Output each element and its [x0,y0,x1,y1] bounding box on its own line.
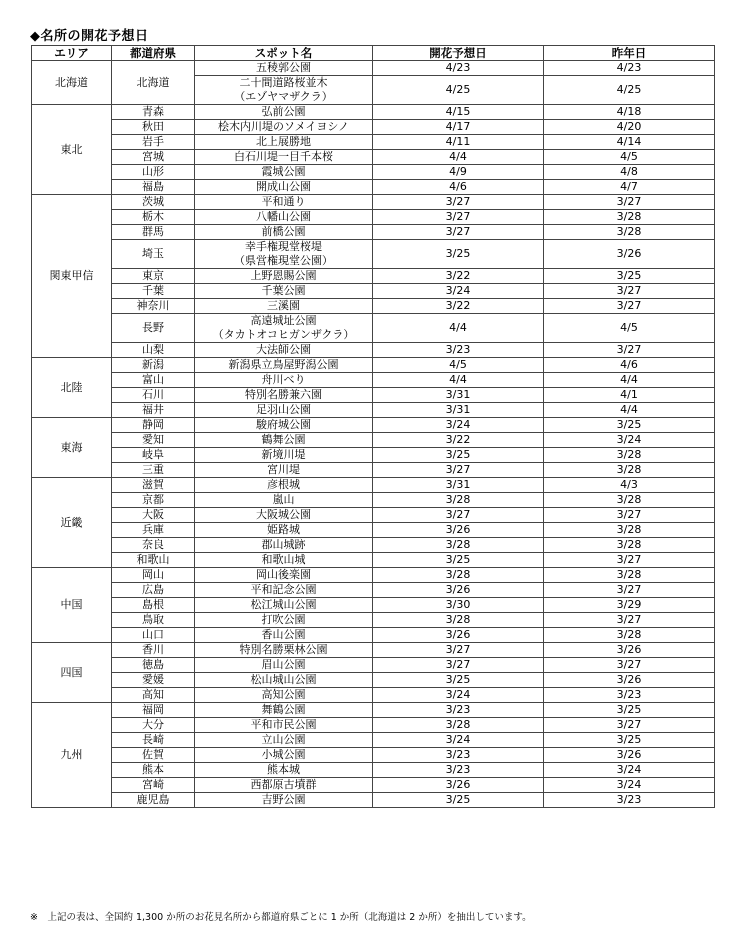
forecast-date-cell: 3/27 [373,658,544,673]
forecast-date-cell: 3/24 [373,418,544,433]
forecast-date-cell: 3/27 [373,195,544,210]
forecast-date-cell: 3/31 [373,388,544,403]
forecast-date-cell: 3/23 [373,763,544,778]
last-year-date-cell: 3/27 [544,284,715,299]
prefecture-cell: 高知 [112,688,195,703]
last-year-date-cell: 4/7 [544,180,715,195]
last-year-date-cell: 3/27 [544,195,715,210]
table-row [32,388,715,403]
spot-cell: 高遠城址公園 （タカトオコヒガンザクラ） [195,314,373,343]
prefecture-cell: 岩手 [112,135,195,150]
table-row [32,448,715,463]
spot-cell: 郡山城跡 [195,538,373,553]
spot-cell: 岡山後楽園 [195,568,373,583]
table-row [32,643,715,658]
last-year-date-cell: 3/23 [544,793,715,808]
spot-cell: 大阪城公園 [195,508,373,523]
prefecture-cell: 広島 [112,583,195,598]
last-year-date-cell: 4/18 [544,105,715,120]
prefecture-cell: 島根 [112,598,195,613]
prefecture-cell: 奈良 [112,538,195,553]
last-year-date-cell: 3/27 [544,553,715,568]
spot-cell: 足羽山公園 [195,403,373,418]
prefecture-cell: 兵庫 [112,523,195,538]
spot-cell: 舟川べり [195,373,373,388]
spot-cell: 眉山公園 [195,658,373,673]
forecast-date-cell: 3/30 [373,598,544,613]
prefecture-cell: 愛知 [112,433,195,448]
table-row [32,703,715,718]
table-row [32,240,715,269]
table-row [32,523,715,538]
forecast-date-cell: 3/27 [373,225,544,240]
prefecture-cell: 長野 [112,314,195,343]
prefecture-cell: 山口 [112,628,195,643]
spot-cell: 宮川堤 [195,463,373,478]
table-row [32,478,715,493]
table-row [32,778,715,793]
header-forecast-date: 開花予想日 [373,46,544,61]
prefecture-cell: 岐阜 [112,448,195,463]
spot-cell: 嵐山 [195,493,373,508]
table-row [32,343,715,358]
prefecture-cell: 大分 [112,718,195,733]
forecast-date-cell: 4/15 [373,105,544,120]
forecast-date-cell: 3/25 [373,673,544,688]
forecast-date-cell: 3/26 [373,523,544,538]
table-row [32,763,715,778]
forecast-date-cell: 3/24 [373,688,544,703]
header-area: エリア [32,46,112,61]
table-row [32,120,715,135]
spot-cell: 八幡山公園 [195,210,373,225]
table-row [32,673,715,688]
forecast-date-cell: 3/28 [373,613,544,628]
prefecture-cell: 滋賀 [112,478,195,493]
spot-cell: 平和通り [195,195,373,210]
table-row [32,314,715,343]
area-cell: 四国 [32,643,112,703]
table-row [32,688,715,703]
last-year-date-cell: 4/1 [544,388,715,403]
table-row [32,733,715,748]
forecast-date-cell: 3/31 [373,478,544,493]
last-year-date-cell: 3/26 [544,240,715,269]
table-row [32,718,715,733]
table-row [32,553,715,568]
forecast-date-cell: 3/25 [373,240,544,269]
prefecture-cell: 富山 [112,373,195,388]
last-year-date-cell: 4/4 [544,373,715,388]
spot-cell: 和歌山城 [195,553,373,568]
prefecture-cell: 香川 [112,643,195,658]
prefecture-cell: 鳥取 [112,613,195,628]
last-year-date-cell: 3/27 [544,718,715,733]
forecast-date-cell: 3/27 [373,463,544,478]
last-year-date-cell: 3/24 [544,763,715,778]
spot-cell: 松江城山公園 [195,598,373,613]
forecast-date-cell: 4/17 [373,120,544,135]
table-body [32,61,715,808]
table-row [32,403,715,418]
prefecture-cell: 福井 [112,403,195,418]
forecast-date-cell: 3/23 [373,703,544,718]
forecast-date-cell: 4/9 [373,165,544,180]
forecast-date-cell: 3/27 [373,210,544,225]
header-prefecture: 都道府県 [112,46,195,61]
prefecture-cell: 東京 [112,269,195,284]
prefecture-cell: 愛媛 [112,673,195,688]
last-year-date-cell: 4/5 [544,150,715,165]
forecast-date-cell: 4/4 [373,150,544,165]
table-row [32,628,715,643]
prefecture-cell: 神奈川 [112,299,195,314]
spot-cell: 鶴舞公園 [195,433,373,448]
spot-cell: 五稜郭公園 [195,61,373,76]
last-year-date-cell: 3/24 [544,778,715,793]
forecast-date-cell: 3/28 [373,568,544,583]
spot-cell: 三溪園 [195,299,373,314]
last-year-date-cell: 3/28 [544,628,715,643]
table-row [32,225,715,240]
last-year-date-cell: 3/28 [544,225,715,240]
last-year-date-cell: 3/25 [544,418,715,433]
forecast-date-cell: 4/23 [373,61,544,76]
table-row [32,165,715,180]
table-row [32,195,715,210]
prefecture-cell: 埼玉 [112,240,195,269]
forecast-date-cell: 4/4 [373,373,544,388]
spot-cell: 駿府城公園 [195,418,373,433]
forecast-date-cell: 3/25 [373,448,544,463]
table-row [32,284,715,299]
last-year-date-cell: 4/3 [544,478,715,493]
spot-cell: 平和市民公園 [195,718,373,733]
table-row [32,373,715,388]
spot-cell: 松山城山公園 [195,673,373,688]
spot-cell: 香山公園 [195,628,373,643]
forecast-date-cell: 4/5 [373,358,544,373]
area-cell: 関東甲信 [32,195,112,358]
table-row [32,583,715,598]
prefecture-cell: 山梨 [112,343,195,358]
prefecture-cell: 秋田 [112,120,195,135]
spot-cell: 霞城公園 [195,165,373,180]
prefecture-cell: 福島 [112,180,195,195]
table-row [32,180,715,195]
prefecture-cell: 栃木 [112,210,195,225]
forecast-date-cell: 3/25 [373,553,544,568]
spot-cell: 特別名勝栗林公園 [195,643,373,658]
last-year-date-cell: 3/26 [544,748,715,763]
forecast-date-cell: 4/6 [373,180,544,195]
forecast-date-cell: 4/11 [373,135,544,150]
table-row [32,358,715,373]
prefecture-cell: 静岡 [112,418,195,433]
table-row [32,598,715,613]
prefecture-cell: 京都 [112,493,195,508]
last-year-date-cell: 4/4 [544,403,715,418]
last-year-date-cell: 4/25 [544,76,715,105]
last-year-date-cell: 4/6 [544,358,715,373]
forecast-date-cell: 3/24 [373,284,544,299]
spot-cell: 打吹公園 [195,613,373,628]
table-row [32,613,715,628]
table-row [32,61,715,76]
spot-cell: 開成山公園 [195,180,373,195]
prefecture-cell: 和歌山 [112,553,195,568]
forecast-date-cell: 4/25 [373,76,544,105]
area-cell: 東北 [32,105,112,195]
forecast-date-cell: 3/22 [373,433,544,448]
spot-cell: 上野恩賜公園 [195,269,373,284]
prefecture-cell: 福岡 [112,703,195,718]
forecast-date-cell: 3/26 [373,583,544,598]
prefecture-cell: 鹿児島 [112,793,195,808]
spot-cell: 特別名勝兼六園 [195,388,373,403]
spot-cell: 西都原古墳群 [195,778,373,793]
forecast-date-cell: 3/22 [373,269,544,284]
spot-cell: 小城公園 [195,748,373,763]
area-cell: 北陸 [32,358,112,418]
spot-cell: 弘前公園 [195,105,373,120]
prefecture-cell: 宮崎 [112,778,195,793]
last-year-date-cell: 4/20 [544,120,715,135]
table-row [32,433,715,448]
prefecture-cell: 千葉 [112,284,195,299]
last-year-date-cell: 4/14 [544,135,715,150]
last-year-date-cell: 4/23 [544,61,715,76]
table-row [32,418,715,433]
sakura-forecast-table [31,45,715,808]
last-year-date-cell: 3/23 [544,688,715,703]
table-row [32,463,715,478]
prefecture-cell: 大阪 [112,508,195,523]
area-cell: 東海 [32,418,112,478]
table-row [32,105,715,120]
spot-cell: 熊本城 [195,763,373,778]
prefecture-cell: 宮城 [112,150,195,165]
area-cell: 近畿 [32,478,112,568]
table-row [32,210,715,225]
last-year-date-cell: 3/25 [544,733,715,748]
header-last-year-date: 昨年日 [544,46,715,61]
last-year-date-cell: 3/28 [544,568,715,583]
last-year-date-cell: 3/28 [544,463,715,478]
spot-cell: 白石川堤一目千本桜 [195,150,373,165]
last-year-date-cell: 3/27 [544,508,715,523]
forecast-date-cell: 3/31 [373,403,544,418]
prefecture-cell: 山形 [112,165,195,180]
spot-cell: 千葉公園 [195,284,373,299]
last-year-date-cell: 3/27 [544,658,715,673]
spot-cell: 幸手権現堂桜堤 （県営権現堂公園） [195,240,373,269]
forecast-date-cell: 4/4 [373,314,544,343]
last-year-date-cell: 3/25 [544,269,715,284]
table-row [32,793,715,808]
page-title: ◆名所の開花予想日 [30,29,149,44]
forecast-date-cell: 3/28 [373,493,544,508]
prefecture-cell: 茨城 [112,195,195,210]
spot-cell: 姫路城 [195,523,373,538]
table-row [32,150,715,165]
spot-cell: 立山公園 [195,733,373,748]
forecast-date-cell: 3/23 [373,748,544,763]
last-year-date-cell: 3/25 [544,703,715,718]
prefecture-cell: 石川 [112,388,195,403]
last-year-date-cell: 3/24 [544,433,715,448]
forecast-date-cell: 3/28 [373,538,544,553]
spot-cell: 二十間道路桜並木 （エゾヤマザクラ） [195,76,373,105]
last-year-date-cell: 3/28 [544,448,715,463]
table-row [32,299,715,314]
last-year-date-cell: 3/27 [544,299,715,314]
last-year-date-cell: 3/27 [544,613,715,628]
prefecture-cell: 三重 [112,463,195,478]
table-row [32,508,715,523]
spot-cell: 新潟県立鳥屋野潟公園 [195,358,373,373]
spot-cell: 舞鶴公園 [195,703,373,718]
prefecture-cell: 徳島 [112,658,195,673]
last-year-date-cell: 4/8 [544,165,715,180]
forecast-date-cell: 3/27 [373,508,544,523]
spot-cell: 彦根城 [195,478,373,493]
prefecture-cell: 長崎 [112,733,195,748]
spot-cell: 北上展勝地 [195,135,373,150]
area-cell: 北海道 [32,61,112,105]
forecast-date-cell: 3/25 [373,793,544,808]
table-row [32,493,715,508]
last-year-date-cell: 3/28 [544,210,715,225]
last-year-date-cell: 3/27 [544,583,715,598]
prefecture-cell: 群馬 [112,225,195,240]
forecast-date-cell: 3/24 [373,733,544,748]
footnote: ※ 上記の表は、全国約 1,300 か所のお花見名所から都道府県ごとに 1 か所（北海道は 2 か所）を抽出しています。 [30,912,532,923]
prefecture-cell: 青森 [112,105,195,120]
forecast-date-cell: 3/26 [373,778,544,793]
table-row [32,135,715,150]
last-year-date-cell: 3/26 [544,673,715,688]
spot-cell: 平和記念公園 [195,583,373,598]
last-year-date-cell: 3/29 [544,598,715,613]
spot-cell: 桧木内川堤のソメイヨシノ [195,120,373,135]
area-cell: 中国 [32,568,112,643]
table-row [32,658,715,673]
forecast-date-cell: 3/22 [373,299,544,314]
spot-cell: 前橋公園 [195,225,373,240]
header-spot: スポット名 [195,46,373,61]
last-year-date-cell: 3/28 [544,538,715,553]
spot-cell: 吉野公園 [195,793,373,808]
table-row [32,538,715,553]
spot-cell: 新境川堤 [195,448,373,463]
table-row [32,748,715,763]
prefecture-cell: 熊本 [112,763,195,778]
forecast-date-cell: 3/26 [373,628,544,643]
prefecture-cell: 新潟 [112,358,195,373]
table-row [32,568,715,583]
spot-cell: 大法師公園 [195,343,373,358]
prefecture-cell: 岡山 [112,568,195,583]
last-year-date-cell: 3/26 [544,643,715,658]
prefecture-cell: 北海道 [112,61,195,105]
last-year-date-cell: 3/28 [544,493,715,508]
last-year-date-cell: 3/27 [544,343,715,358]
forecast-date-cell: 3/27 [373,643,544,658]
table-row [32,269,715,284]
forecast-date-cell: 3/23 [373,343,544,358]
last-year-date-cell: 4/5 [544,314,715,343]
last-year-date-cell: 3/28 [544,523,715,538]
forecast-date-cell: 3/28 [373,718,544,733]
area-cell: 九州 [32,703,112,808]
spot-cell: 高知公園 [195,688,373,703]
table-header-row [32,46,715,61]
prefecture-cell: 佐賀 [112,748,195,763]
